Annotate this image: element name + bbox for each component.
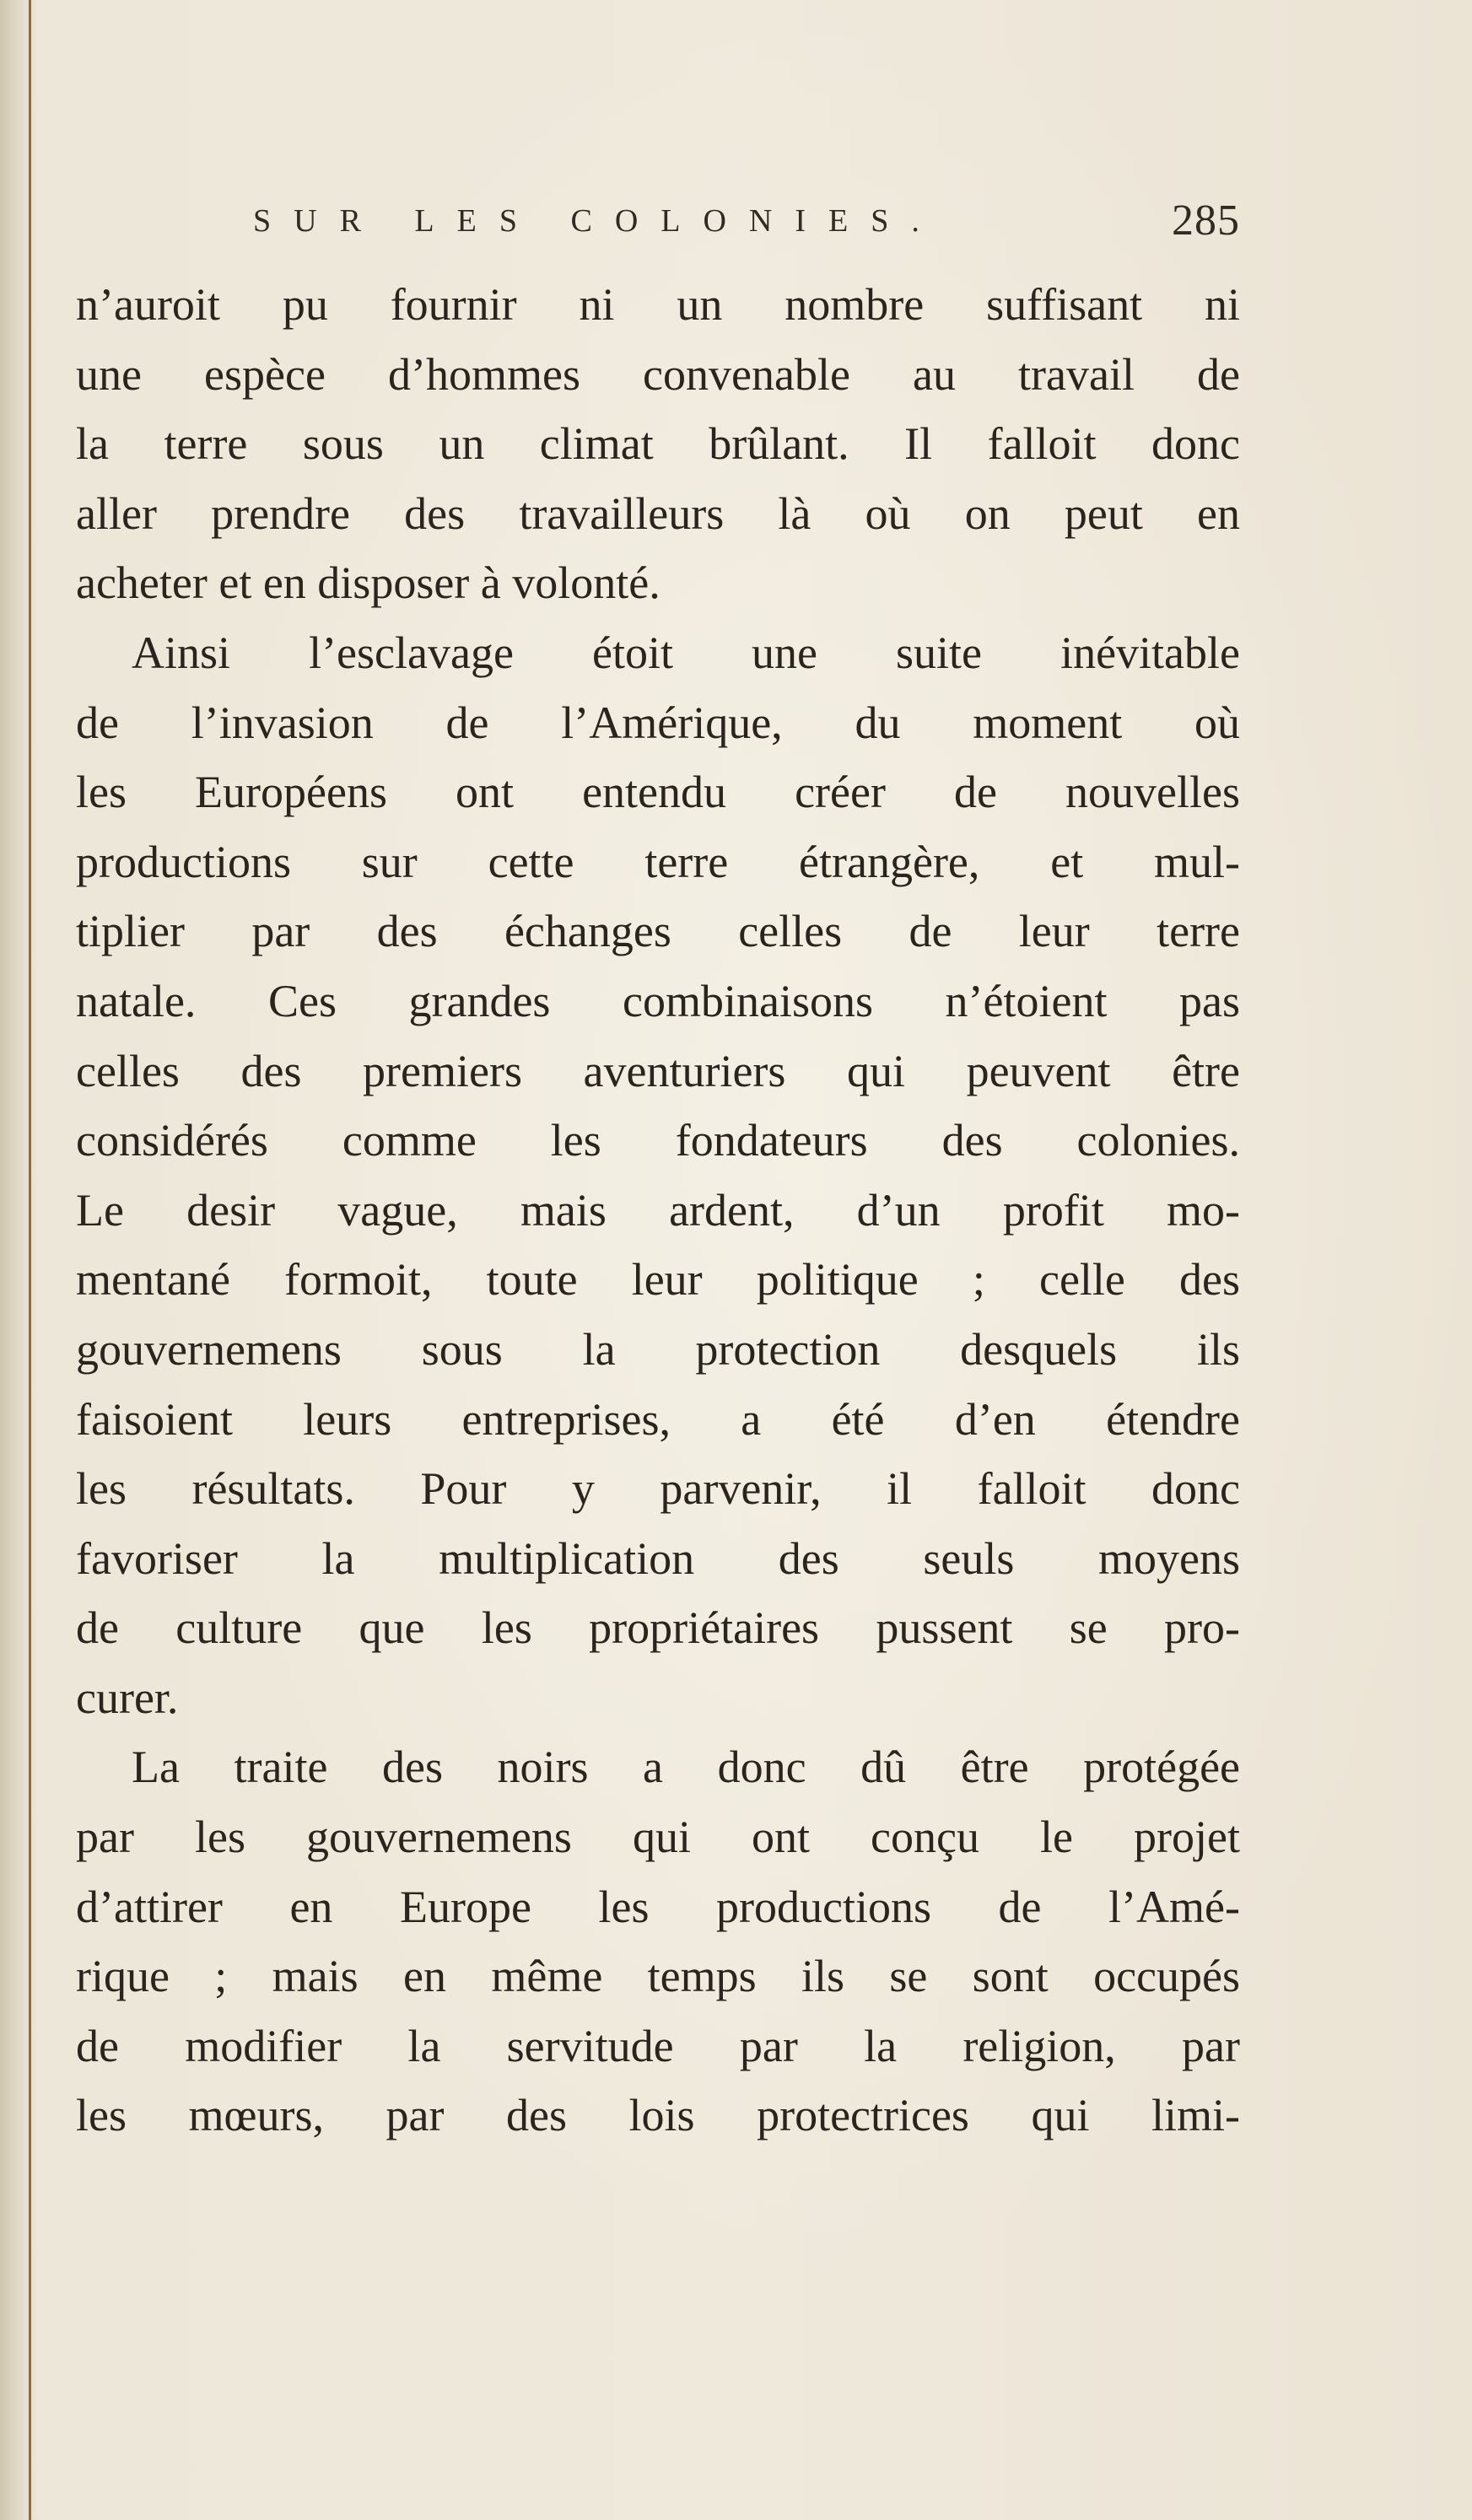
text-line: gouvernemens sous la protection desquels ils — [76, 1323, 1240, 1375]
text-line: les mœurs, par des lois protectrices qui limi- — [76, 2090, 1240, 2141]
text-line: de modifier la servitude par la religion, par — [76, 2020, 1240, 2071]
text-line: Le desir vague, mais ardent, d’un profit mo- — [76, 1184, 1240, 1236]
text-line: de l’invasion de l’Amérique, du moment où — [76, 697, 1240, 748]
text-line: La traite des noirs a donc dû être protégée — [132, 1742, 1240, 1793]
text-line: faisoient leurs entreprises, a été d’en étendre — [76, 1393, 1240, 1445]
text-line: favoriser la multiplication des seuls moyens — [76, 1532, 1240, 1584]
text-line: de culture que les propriétaires pussent se pro- — [76, 1602, 1240, 1654]
text-line: les résultats. Pour y parvenir, il falloit donc — [76, 1463, 1240, 1515]
body-text — [76, 270, 1240, 2151]
text-line: natale. Ces grandes combinaisons n’étoient pas — [76, 975, 1240, 1026]
binding-edge-line — [29, 0, 31, 2520]
running-title: SUR LES COLONIES. — [253, 203, 942, 239]
text-line: tiplier par des échanges celles de leur terre — [76, 906, 1240, 957]
text-line: Ainsi l’esclavage étoit une suite inévitable — [132, 627, 1240, 678]
text-line: mentané formoit, toute leur politique ; celle des — [76, 1254, 1240, 1306]
text-line: curer. — [76, 1672, 179, 1723]
text-line: productions sur cette terre étrangère, et mul- — [76, 836, 1240, 887]
text-line: par les gouvernemens qui ont conçu le projet — [76, 1812, 1240, 1863]
text-line: la terre sous un climat brûlant. Il falloit donc — [76, 418, 1240, 470]
text-line: aller prendre des travailleurs là où on peut en — [76, 487, 1240, 539]
text-line: celles des premiers aventuriers qui peuvent être — [76, 1045, 1240, 1096]
text-line: une espèce d’hommes convenable au travail de — [76, 348, 1240, 400]
page-number: 285 — [1172, 197, 1240, 245]
text-line: rique ; mais en même temps ils se sont occupés — [76, 1951, 1240, 2002]
text-line: d’attirer en Europe les productions de l’Amé- — [76, 1881, 1240, 1932]
text-line: considérés comme les fondateurs des colonies. — [76, 1115, 1240, 1166]
binding-gutter — [0, 0, 37, 2520]
running-head — [253, 196, 1240, 255]
text-line: acheter et en disposer à volonté. — [76, 557, 661, 609]
text-line: les Européens ont entendu créer de nouvelles — [76, 767, 1240, 818]
text-line: n’auroit pu fournir ni un nombre suffisant ni — [76, 279, 1240, 330]
